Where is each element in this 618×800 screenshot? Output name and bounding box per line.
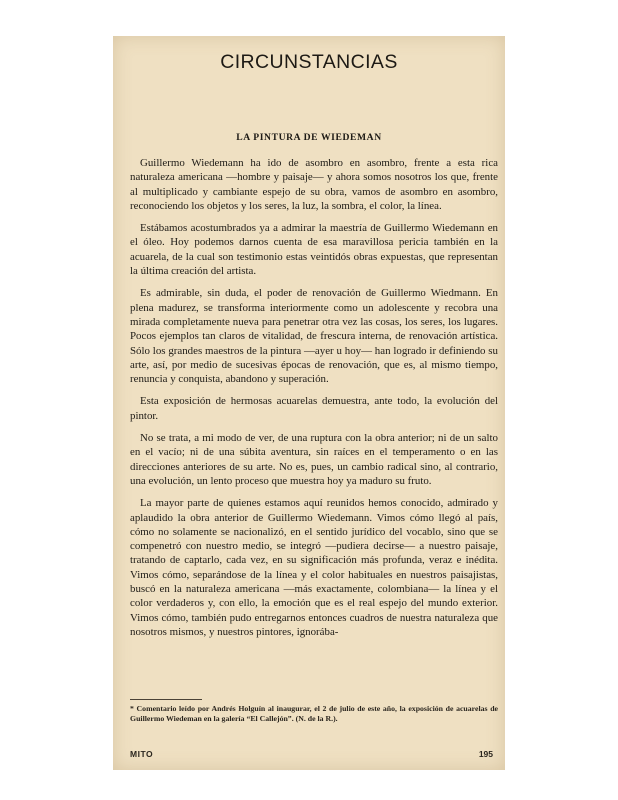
footnote: * Comentario leído por Andrés Holguín al inaugurar, el 2 de julio de este año, la exposición de acuarelas de Guillermo Wiedeman en la galería “El Callejón”. (N. de la R.). [130,704,498,724]
paragraph: Es admirable, sin duda, el poder de renovación de Guillermo Wiedmann. En plena madurez, se transforma interiormente como un adolescente y recobra una mirada completamente nueva para penetrar otra vez las cosas, los seres, los lugares. Pocos ejemplos tan claros de vitalidad, de frescura interna, de renovación artística. Sólo los grandes maestros de la pintura —ayer u hoy— han logrado ir definiendo su arte, así, por medio de sucesivas épocas de renovación, que es, al mismo tiempo, renuncia y conquista, abandono y superación. [130,287,498,386]
paragraph: Estábamos acostumbrados ya a admirar la maestría de Guillermo Wiedemann en el óleo. Hoy podemos darnos cuenta de esa maravillosa pericia también en la acuarela, de la cual son testimonio estas veintidós obras expuestas, que representan la última creación del artista. [130,222,498,278]
paragraph: No se trata, a mi modo de ver, de una ruptura con la obra anterior; ni de un salto en el vacío; ni de una súbita aventura, sin raíces en el temperamento o en las direcciones anteriores de su arte. No es, pues, un cambio radical sino, al contrario, una evolución, un lento proceso que muestra hoy ya maduro su fruto. [130,432,498,487]
article-body [130,156,498,647]
footnote-divider [130,699,202,700]
paragraph: Esta exposición de hermosas acuarelas demuestra, ante todo, la evolución del pintor. [130,395,498,422]
page-number: 195 [478,749,493,759]
journal-name: MITO [130,749,154,759]
paragraph: La mayor parte de quienes estamos aquí reunidos hemos conocido, admirado y aplaudido la obra anterior de Guillermo Wiedemann. Vimos cómo llegó al país, cómo no solamente se nacionalizó, en el sentido jurídico del vocablo, sino que se compenetró con nuestro medio, se integró —pudiera decirse— a nuestro paisaje, tratando de captarlo, cada vez, en su significación más profunda, veraz e inédita. Vimos cómo, separándose de la línea y el color habituales en nuestros paisajistas, buscó en la naturaleza americana —más exactamente, colombiana— la línea y el color verdaderos y, con ello, la emoción que es el real espejo del mundo exterior. Vimos cómo, también pudo entregarnos entonces cuadros de nuestra naturaleza que nosotros mismos, y nuestros pintores, ignorába- [130,497,498,638]
journal-page [113,36,505,770]
section-title: CIRCUNSTANCIAS [220,51,398,73]
paragraph: Guillermo Wiedemann ha ido de asombro en asombro, frente a esta rica naturaleza americana —hombre y paisaje— y ahora somos nosotros los que, frente al multiplicado y cambiante espejo de su obra, vamos de asombro en asombro, reconociendo los objetos y los seres, la luz, la sombra, el color, la línea. [130,157,498,212]
article-title: LA PINTURA DE WIEDEMAN [236,132,382,143]
